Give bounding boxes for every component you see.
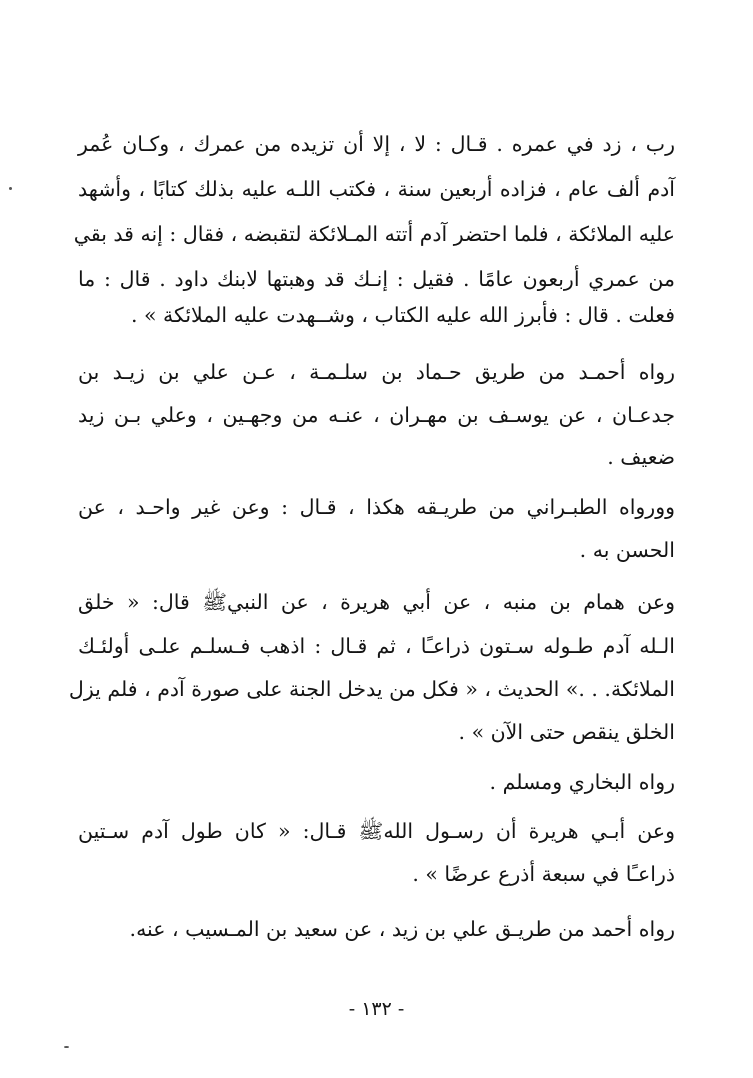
text-line: آدم ألف عام ، فزاده أربعين سنة ، فكتب اللـه عليه بذلك كتابًا ، وأشهد: [78, 177, 675, 201]
text-line: رواه أحمد من طريـق علي بن زيد ، عن سعيد بن المـسيب ، عنه.: [129, 917, 675, 941]
text-line: رب ، زد في عمره . قـال : لا ، إلا أن تزيده من عمرك ، وكـان عُمر: [78, 132, 675, 156]
text-line: ضعيف .: [607, 445, 675, 469]
text-line: عليه الملائكة ، فلما احتضر آدم أتته المـلائكة لتقبضه ، فقال : إنه قد بقي: [73, 222, 675, 246]
text-line: ذراعـًا في سبعة أذرع عرضًا » .: [412, 862, 675, 886]
text-line: الحسن به .: [579, 538, 675, 562]
text-line: فعلت . قال : فأبرز الله عليه الكتاب ، وشــهدت عليه الملائكة » .: [130, 303, 675, 327]
page-number: - ١٣٢ -: [348, 998, 405, 1020]
text-line: وورواه الطبـراني من طريـقه هكذا ، قـال : وعن غير واحـد ، عن: [78, 495, 675, 519]
text-line: رواه أحمـد من طريق حـماد بن سلـمـة ، عـن علي بن زيـد بن: [78, 360, 675, 384]
text-line: رواه البخاري ومسلم .: [489, 770, 675, 794]
text-line: وعن أبـي هريرة أن رسـول اللهﷺ قـال: « كان طول آدم سـتين: [78, 819, 675, 843]
text-line: وعن همام بن منبه ، عن أبي هريرة ، عن النبيﷺ قال: « خلق: [78, 590, 675, 614]
text-line: جدعـان ، عن يوسـف بن مهـران ، عنـه من وجهـين ، وعلي بـن زيد: [78, 403, 675, 427]
text-line: الملائكة. . .» الحديث ، « فكل من يدخل الجنة على صورة آدم ، فلم يزل: [68, 677, 675, 701]
scan-speck: [64, 1046, 69, 1048]
text-line: الـله آدم طـوله سـتون ذراعـًا ، ثم قـال : اذهب فـسلـم علـى أولئـك: [78, 634, 675, 658]
text-line: من عمري أربعون عامًا . فقيل : إنـك قد وهبتها لابنك داود . قال : ما: [78, 267, 675, 291]
scan-speck: [9, 187, 12, 190]
text-line: الخلق ينقص حتى الآن » .: [458, 720, 675, 744]
